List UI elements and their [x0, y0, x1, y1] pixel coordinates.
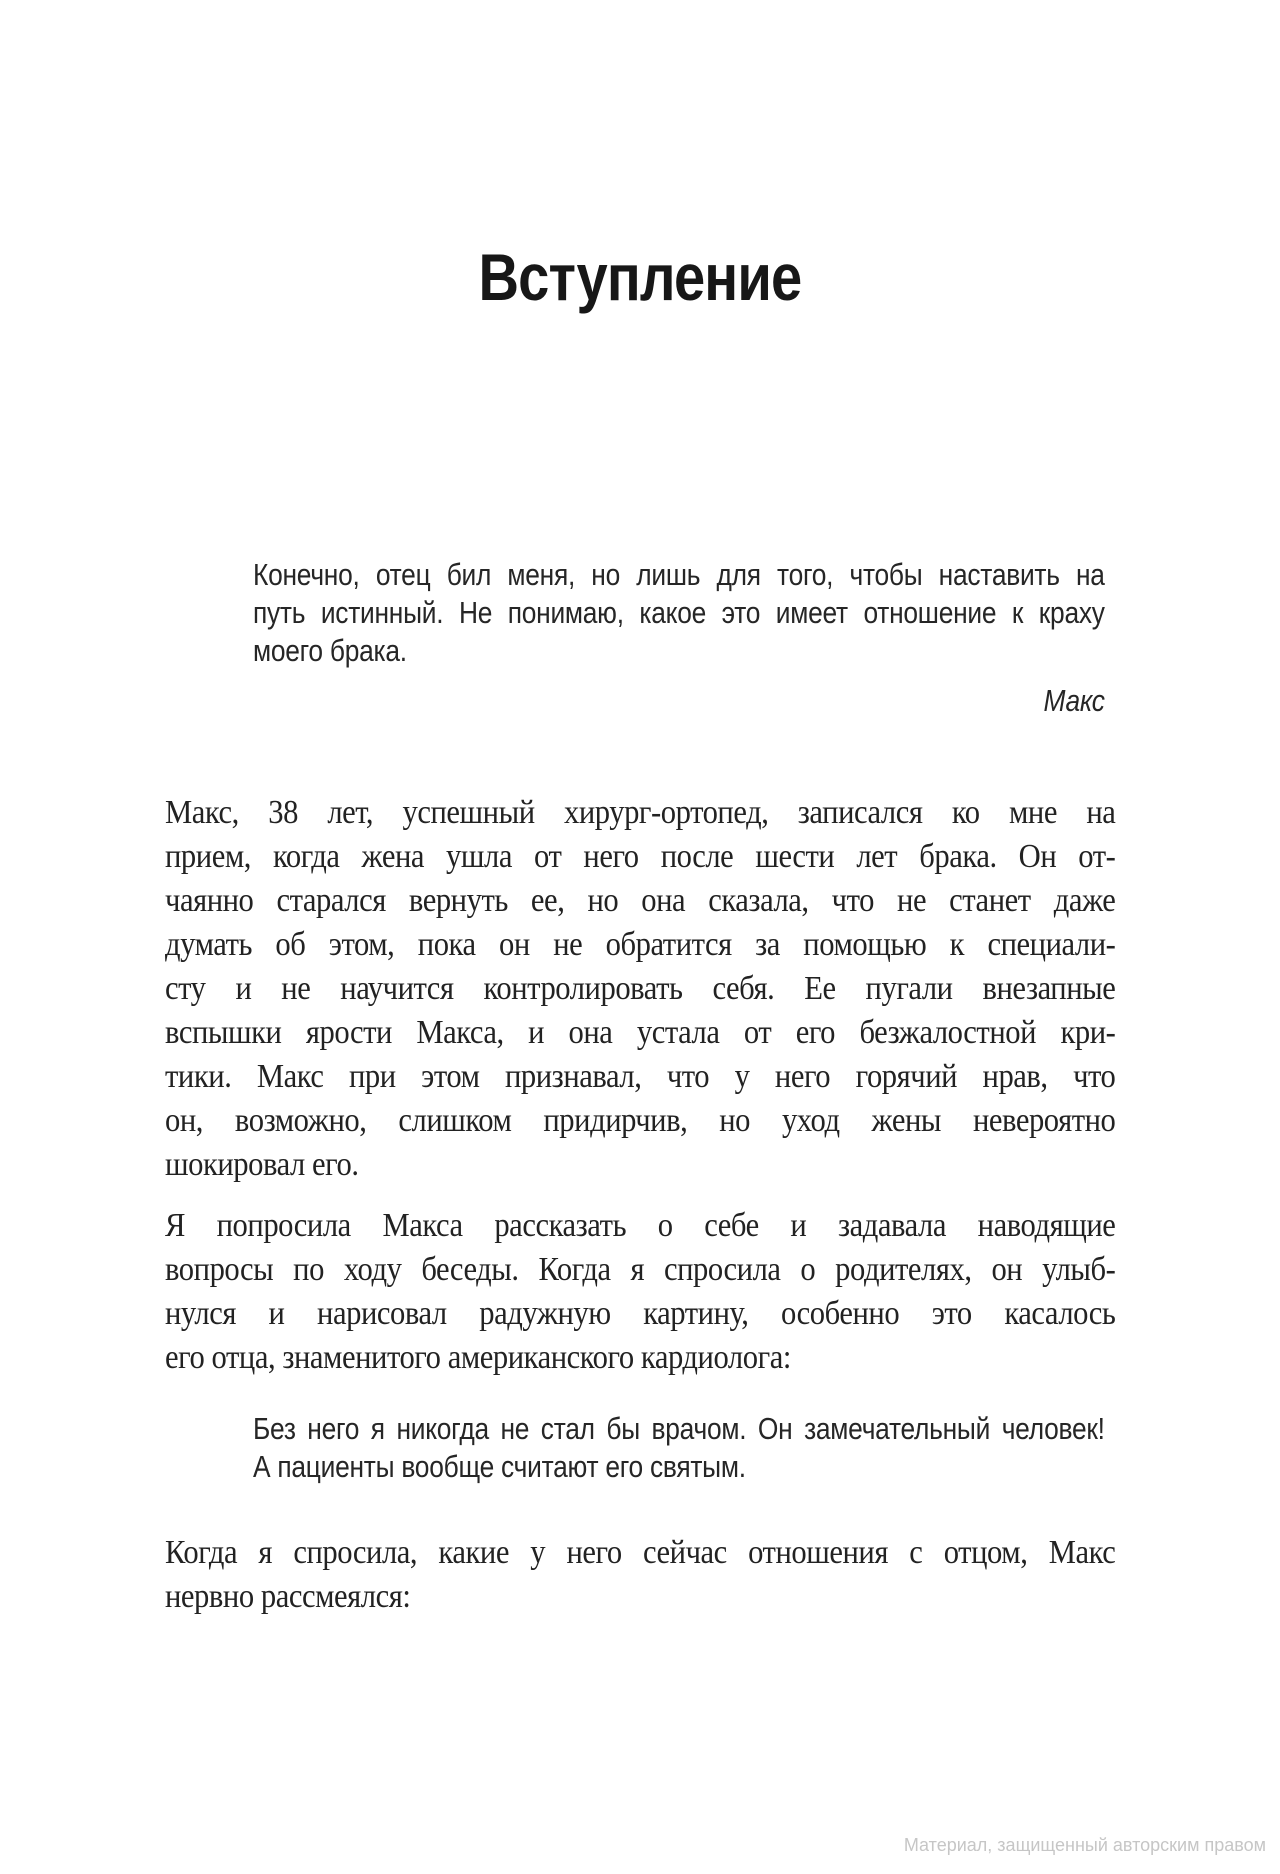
text-line: чаянно старался вернуть ее, но она сказала, что не станет даже	[165, 882, 1116, 919]
inline-quote	[253, 1410, 1105, 1486]
text-line: нулся и нарисовал радужную картину, особенно это касалось	[165, 1295, 1116, 1332]
text-line: Я попросила Макса рассказать о себе и задавала наводящие	[165, 1207, 1116, 1244]
chapter-title-text: Вступление	[478, 240, 802, 314]
copyright-notice: Материал, защищенный авторским правом	[903, 1835, 1266, 1855]
text-line: прием, когда жена ушла от него после шести лет брака. Он от-	[165, 838, 1116, 875]
body-paragraph	[165, 1204, 1115, 1380]
text-line: шокировал его.	[165, 1146, 359, 1183]
text-line: Без него я никогда не стал бы врачом. Он замечательный человек!	[253, 1411, 1105, 1446]
text-line: тики. Макс при этом признавал, что у него горячий нрав, что	[165, 1058, 1116, 1095]
text-line: моего брака.	[253, 633, 407, 668]
epigraph	[253, 556, 1105, 720]
text-line: вопросы по ходу беседы. Когда я спросила о родителях, он улыб-	[165, 1251, 1116, 1288]
epigraph-attribution: Макс	[1043, 683, 1105, 718]
body-paragraph	[165, 1531, 1115, 1619]
text-line: А пациенты вообще считают его святым.	[253, 1449, 746, 1484]
text-line: сту и не научится контролировать себя. Ее пугали внезапные	[165, 970, 1116, 1007]
text-line: нервно рассмеялся:	[165, 1578, 411, 1615]
text-line: Когда я спросила, какие у него сейчас отношения с отцом, Макс	[165, 1534, 1116, 1571]
text-line: путь истинный. Не понимаю, какое это имеет отношение к краху	[253, 595, 1105, 630]
text-line: он, возможно, слишком придирчив, но уход жены невероятно	[165, 1102, 1116, 1139]
text-line: думать об этом, пока он не обратится за помощью к специали-	[165, 926, 1116, 963]
text-line: Конечно, отец бил меня, но лишь для того, чтобы наставить на	[253, 557, 1105, 592]
text-line: его отца, знаменитого американского кардиолога:	[165, 1339, 791, 1376]
page-content	[165, 556, 1280, 1619]
chapter-title	[0, 238, 1280, 316]
body-paragraph	[165, 791, 1115, 1187]
text-line: вспышки ярости Макса, и она устала от его безжалостной кри-	[165, 1014, 1116, 1051]
text-line: Макс, 38 лет, успешный хирург-ортопед, записался ко мне на	[165, 794, 1116, 831]
